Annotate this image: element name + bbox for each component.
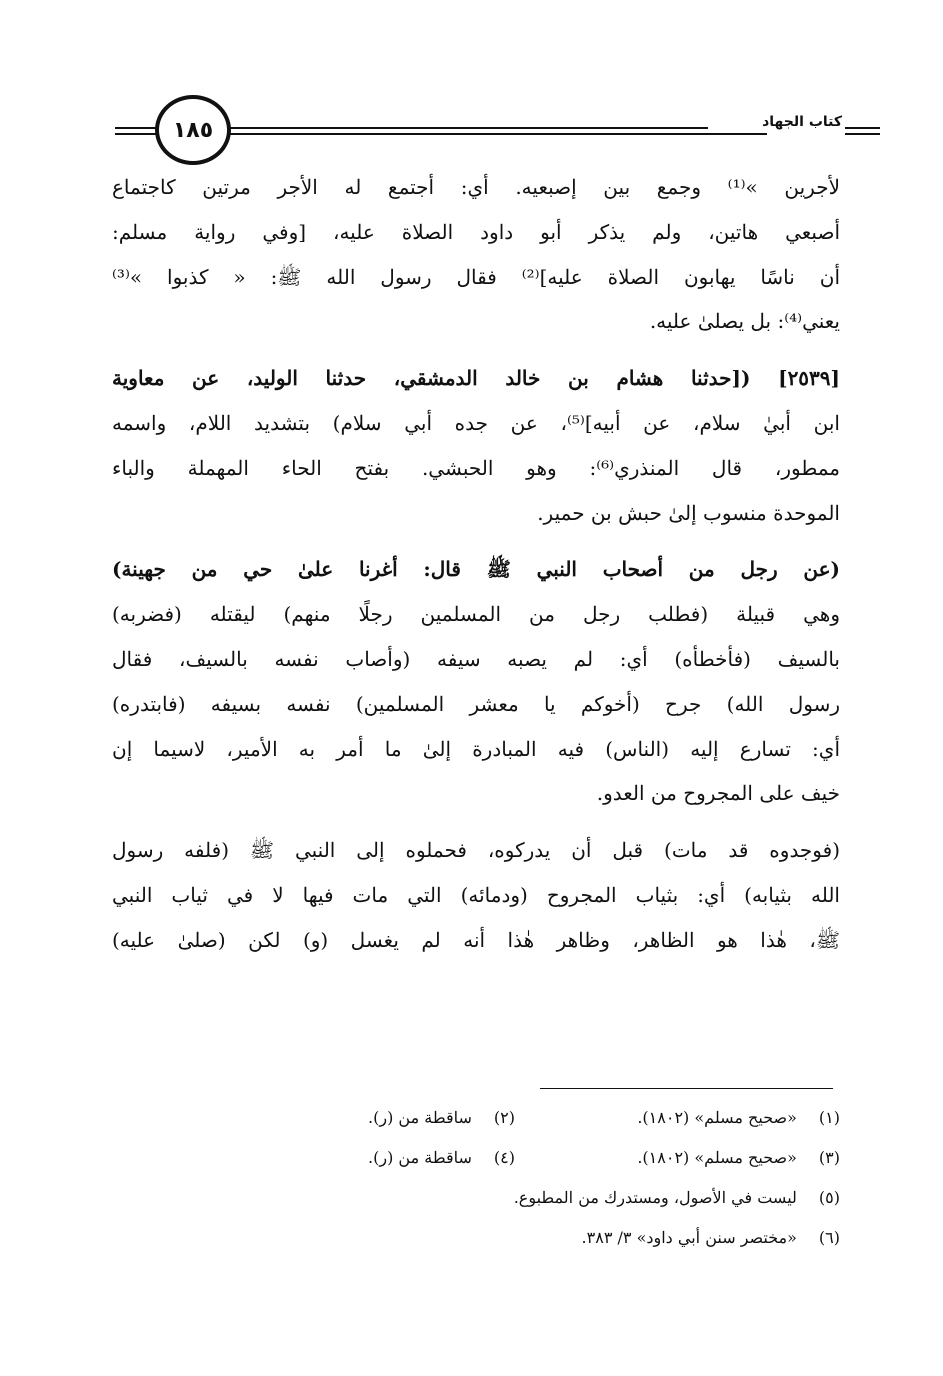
text-line: أصبعي هاتين، ولم يذكر أبو داود الصلاة عليه، [وفي رواية مسلم: bbox=[112, 219, 840, 244]
text-line: الله بثيابه) أي: بثياب المجروح (ودمائه) التي مات فيها لا في ثياب النبي bbox=[112, 882, 840, 907]
text-line: بالسيف (فأخطأه) أي: لم يصبه سيفه (وأصاب نفسه بالسيف، فقال bbox=[112, 646, 840, 671]
paragraph-3 bbox=[112, 547, 840, 816]
text-line: ابن أبيٰ سلام، عن أبيه]⁽⁵⁾، عن جده أبي سلام) بتشديد اللام، واسمه bbox=[112, 410, 840, 435]
chapter-title: كتاب الجهاد bbox=[708, 114, 846, 130]
page-number-badge bbox=[155, 95, 231, 165]
text-line: خيف على المجروح من العدو. bbox=[596, 781, 840, 806]
page-number: ١٨٥ bbox=[172, 117, 214, 143]
footnote-text: «مختصر سنن أبي داود» ٣/ ٣٨٣. bbox=[581, 1228, 797, 1247]
footnote-row bbox=[250, 1098, 840, 1138]
footnotes bbox=[250, 1098, 840, 1258]
footnote-separator bbox=[540, 1088, 833, 1089]
footnote-3 bbox=[515, 1138, 840, 1178]
paragraph-1 bbox=[112, 165, 840, 344]
footnote-text: «صحيح مسلم» (١٨٠٢). bbox=[637, 1108, 797, 1127]
paragraph-2 bbox=[112, 356, 840, 535]
footnote-number: (٢) bbox=[493, 1108, 515, 1127]
header-rule-tail bbox=[845, 127, 880, 135]
text-line: ممطور، قال المنذري⁽⁶⁾: وهو الحبشي. بفتح الحاء المهملة والباء bbox=[112, 455, 840, 480]
footnote-2 bbox=[368, 1098, 515, 1138]
text-line: يعني⁽⁴⁾: بل يصلىٰ عليه. bbox=[649, 309, 840, 334]
footnote-number: (٦) bbox=[818, 1228, 840, 1247]
footnote-number: (٣) bbox=[818, 1148, 840, 1167]
footnote-text: ساقطة من (ر). bbox=[368, 1108, 472, 1127]
text-line: أن ناسًا يهابون الصلاة عليه]⁽²⁾ فقال رسول الله ﷺ: « كذبوا »⁽³⁾ bbox=[112, 264, 841, 289]
text-line: وهي قبيلة (فطلب رجل من المسلمين رجلًا منهم) ليقتله (فضربه) bbox=[112, 602, 840, 627]
text-line: الموحدة منسوب إلىٰ حبش بن حمير. bbox=[537, 500, 840, 525]
footnote-text: ساقطة من (ر). bbox=[368, 1148, 472, 1167]
footnote-number: (٤) bbox=[493, 1148, 515, 1167]
footnote-row bbox=[250, 1178, 840, 1218]
header-rule-right bbox=[227, 127, 767, 135]
footnote-text: ليست في الأصول، ومستدرك من المطبوع. bbox=[513, 1188, 797, 1207]
footnote-4 bbox=[368, 1138, 515, 1178]
footnote-row bbox=[250, 1218, 840, 1258]
footnote-text: «صحيح مسلم» (١٨٠٢). bbox=[637, 1148, 797, 1167]
footnote-number: (٥) bbox=[818, 1188, 840, 1207]
footnote-6 bbox=[582, 1218, 840, 1258]
text-line: لأجرين »⁽¹⁾ وجمع بين إصبعيه. أي: أجتمع له الأجر مرتين كاجتماع bbox=[112, 175, 840, 199]
footnote-1 bbox=[515, 1098, 840, 1138]
text-line: [٢٥٣٩] ([حدثنا هشام بن خالد الدمشقي، حدثنا الوليد، عن معاوية bbox=[112, 366, 840, 391]
text-line: (فوجدوه قد مات) قبل أن يدركوه، فحملوه إلى النبي ﷺ (فلفه رسول bbox=[112, 838, 840, 863]
footnote-row bbox=[250, 1138, 840, 1178]
footnote-5 bbox=[514, 1178, 840, 1218]
text-line: رسول الله) جرح (أخوكم يا معشر المسلمين) نفسه بسيفه (فابتدره) bbox=[112, 691, 840, 716]
text-line: أي: تسارع إليه (الناس) فيه المبادرة إلىٰ ما أمر به الأمير، لاسيما إن bbox=[112, 736, 840, 761]
footnote-number: (١) bbox=[818, 1108, 840, 1127]
text-line: ﷺ، هٰذا هو الظاهر، وظاهر هٰذا أنه لم يغسل (و) لكن (صلىٰ عليه) bbox=[112, 927, 840, 952]
body-text bbox=[112, 165, 840, 975]
header-rule-left bbox=[115, 127, 157, 135]
paragraph-4 bbox=[112, 828, 840, 962]
text-line: (عن رجل من أصحاب النبي ﷺ قال: أغرنا علىٰ حي من جهينة) bbox=[112, 557, 840, 582]
page-header bbox=[110, 92, 845, 172]
